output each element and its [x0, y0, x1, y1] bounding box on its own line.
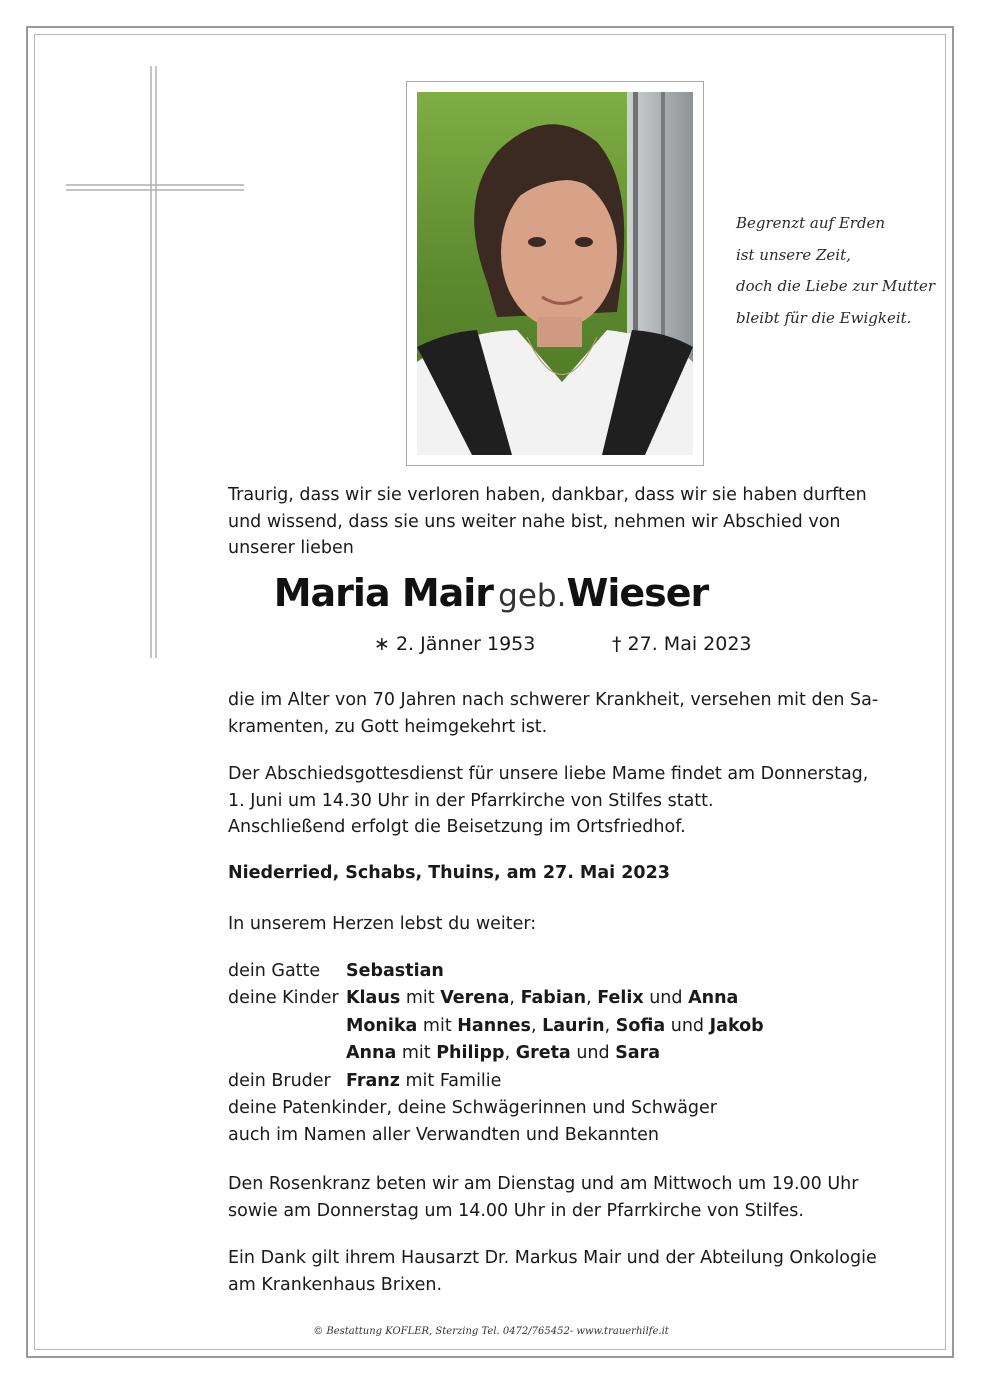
partner-name: Hannes: [457, 1016, 531, 1036]
deceased-name: [0, 571, 982, 615]
grandchild-name: Anna: [688, 988, 739, 1008]
intro-line: Traurig, dass wir sie verloren haben, dankbar, dass wir sie haben durften: [228, 485, 867, 505]
nee-label: geb.: [498, 578, 567, 614]
thanks-line: am Krankenhaus Brixen.: [228, 1274, 443, 1295]
child-name: Klaus: [346, 988, 401, 1008]
family-row-children: deine Kinder Klaus mit Verena, Fabian, Felix und Anna: [228, 988, 739, 1008]
family-row-godchildren: deine Patenkinder, deine Schwägerinnen und Schwäger: [228, 1098, 717, 1118]
poem-line: Begrenzt auf Erden: [736, 214, 886, 232]
grandchild-name: Laurin: [542, 1016, 605, 1036]
intro-line: und wissend, dass sie uns weiter nahe bist, nehmen wir Abschied von: [228, 511, 841, 532]
deceased-first-name: Maria Mair: [273, 571, 494, 615]
thanks-text: [228, 1245, 877, 1298]
poem-line: ist unsere Zeit,: [736, 245, 851, 264]
intro-line: unserer lieben: [228, 538, 354, 558]
family-row-relatives: auch im Namen aller Verwandten und Bekannten: [228, 1125, 659, 1145]
und-word: und: [649, 988, 683, 1008]
death-date: † 27. Mai 2023: [612, 633, 752, 655]
age-line: die im Alter von 70 Jahren nach schwerer Krankheit, versehen mit den Sa-: [228, 690, 879, 710]
poem-line: doch die Liebe zur Mutter: [736, 277, 936, 295]
grandchild-name: Fabian: [520, 988, 587, 1008]
service-line: Anschließend erfolgt die Beisetzung im Ortsfriedhof.: [228, 817, 686, 837]
portrait-frame: [406, 81, 704, 466]
family-row-brother: [228, 1068, 502, 1095]
thanks-line: Ein Dank gilt ihrem Hausarzt Dr. Markus Mair und der Abteilung Onkologie: [228, 1248, 877, 1268]
partner-name: Verena: [440, 988, 510, 1008]
service-text: [228, 761, 868, 841]
service-line: 1. Juni um 14.30 Uhr in der Pfarrkirche von Stilfes statt.: [228, 790, 714, 811]
children-label: deine Kinder: [228, 988, 339, 1008]
portrait-photo: [417, 92, 693, 455]
place-date: Niederried, Schabs, Thuins, am 27. Mai 2023: [228, 863, 670, 883]
mit-word: mit: [405, 988, 435, 1008]
grandchild-name: Sofia: [615, 1016, 666, 1036]
intro-text: [228, 482, 867, 562]
family-row-spouse: [228, 958, 444, 985]
rosary-text: [228, 1171, 858, 1224]
birth-date: ∗ 2. Jänner 1953: [374, 633, 536, 655]
child-name: Monika: [346, 1016, 418, 1036]
poem: [736, 208, 946, 334]
deceased-maiden-name: Wieser: [566, 571, 709, 615]
footer-credit: © Bestattung KOFLER, Sterzing Tel. 0472/765452- www.trauerhilfe.it: [313, 1326, 669, 1337]
grandchild-name: Jakob: [709, 1016, 764, 1036]
brother-suffix: mit Familie: [405, 1071, 502, 1091]
heart-line: In unserem Herzen lebst du weiter:: [228, 914, 537, 934]
age-text: [228, 687, 878, 740]
spouse-name: Sebastian: [346, 961, 444, 981]
und-word: und: [670, 1016, 705, 1036]
mit-word: mit: [422, 1016, 452, 1036]
cross-icon: [66, 66, 244, 658]
brother-label: dein Bruder: [228, 1071, 331, 1091]
child-name: Anna: [346, 1043, 397, 1063]
partner-name: Philipp: [436, 1043, 505, 1063]
und-word: und: [576, 1043, 610, 1063]
spouse-label: dein Gatte: [228, 961, 321, 981]
mit-word: mit: [401, 1043, 431, 1063]
rosary-line: Den Rosenkranz beten wir am Dienstag und am Mittwoch um 19.00 Uhr: [228, 1174, 859, 1194]
poem-line: bleibt für die Ewigkeit.: [736, 308, 912, 327]
grandchild-name: Sara: [615, 1043, 661, 1063]
grandchild-name: Greta: [515, 1043, 571, 1063]
brother-name: Franz: [346, 1071, 400, 1091]
grandchild-name: Felix: [597, 988, 644, 1008]
rosary-line: sowie am Donnerstag um 14.00 Uhr in der Pfarrkirche von Stilfes.: [228, 1200, 804, 1221]
service-line: Der Abschiedsgottesdienst für unsere liebe Mame findet am Donnerstag,: [228, 764, 869, 784]
age-line: kramenten, zu Gott heimgekehrt ist.: [228, 716, 548, 737]
